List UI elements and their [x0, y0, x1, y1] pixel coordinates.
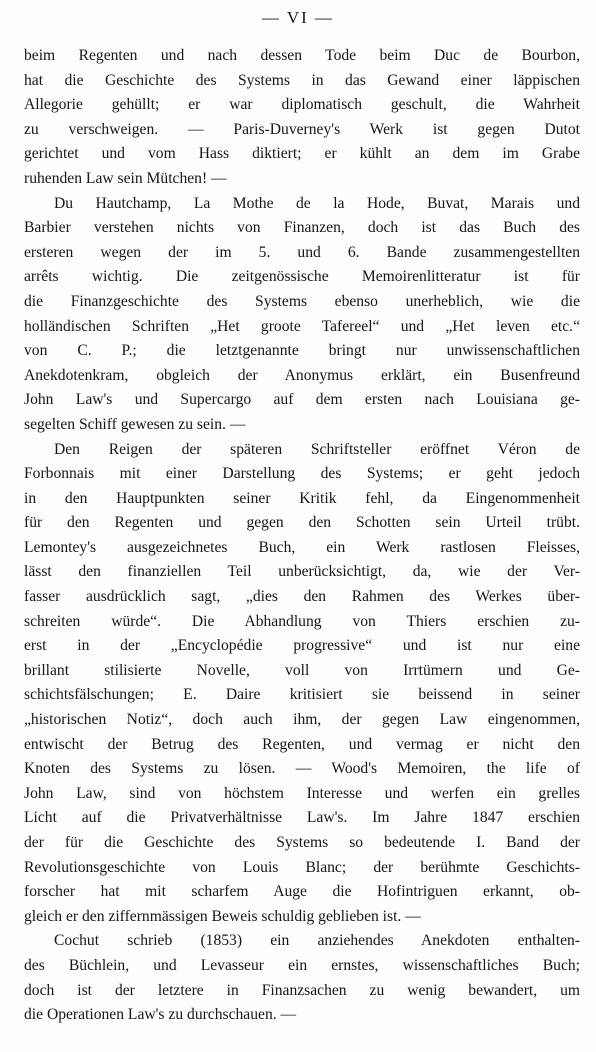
text-line: arrêts wichtig. Die zeitgenössische Memoirenlitteratur ist für [24, 268, 580, 286]
text-line: gleich er den ziffernmässigen Beweis schuldig geblieben ist. — [24, 907, 421, 925]
text-line: gerichtet und vom Hass diktiert; er kühlt an dem im Grabe [24, 145, 580, 163]
text-line: schichtsfälschungen; E. Daire kritisiert sie beissend in seiner [24, 686, 580, 704]
text-line: lässt den finanziellen Teil unberücksichtigt, da, wie der Ver- [24, 563, 580, 581]
text-line: der für die Geschichte des Systems so bedeutende I. Band der [24, 834, 580, 851]
text-line: Barbier verstehen nichts von Finanzen, doch ist das Buch des [24, 219, 580, 237]
text-line: hat die Geschichte des Systems in das Gewand einer läppischen [24, 71, 580, 89]
text-line: Lemontey's ausgezeichnetes Buch, ein Werk rastlosen Fleisses, [24, 538, 580, 556]
text-line: Forbonnais mit einer Darstellung des Systems; er geht jedoch [24, 465, 580, 483]
text-line: holländischen Schriften „Het groote Tafereel“ und „Het leven etc.“ [24, 317, 580, 335]
text-line: erst in der „Encyclopédie progressive“ und ist nur eine [24, 637, 580, 655]
text-line: Den Reigen der späteren Schriftsteller eröffnet Véron de [54, 440, 580, 458]
paragraph-1 [24, 44, 580, 192]
text-line: in den Hauptpunkten seiner Kritik fehl, da Eingenommenheit [24, 489, 580, 507]
text-line: für den Regenten und gegen den Schotten sein Urteil trübt. [24, 514, 580, 532]
paragraph-2 [24, 192, 580, 438]
text-line: Anekdotenkram, obgleich der Anonymus erklärt, ein Busenfreund [24, 366, 580, 384]
text-line: forscher hat mit scharfem Auge die Hofintriguen erkannt, ob- [24, 883, 580, 901]
text-line: entwischt der Betrug des Regenten, und vermag er nicht den [24, 735, 580, 753]
text-line: Knoten des Systems zu lösen. — Wood's Memoiren, the life of [24, 760, 580, 778]
text-line: John Law, sind von höchstem Interesse und werfen ein grelles [24, 784, 580, 802]
text-line: fasser ausdrücklich sagt, „dies den Rahmen des Werkes über- [24, 588, 580, 606]
text-line: des Büchlein, und Levasseur ein ernstes, wissenschaftliches Buch; [24, 956, 580, 974]
text-line: beim Regenten und nach dessen Tode beim Duc de Bourbon, [24, 47, 580, 64]
page-number: — VI — [261, 8, 335, 27]
paragraph-3 [24, 438, 580, 930]
text-line: schreiten würde“. Die Abhandlung von Thiers erschien zu- [24, 612, 580, 630]
text-line: Allegorie gehüllt; er war diplomatisch geschult, die Wahrheit [24, 96, 580, 114]
text-line: ruhenden Law sein Mütchen! — [24, 169, 227, 187]
text-line: John Law's und Supercargo auf dem ersten nach Louisiana ge- [24, 391, 580, 409]
text-line: „historischen Notiz“, doch auch ihm, der gegen Law eingenommen, [24, 711, 580, 729]
text-line: segelten Schiff gewesen zu sein. — [24, 415, 246, 433]
text-line: ersteren wegen der im 5. und 6. Bande zusammengestellten [24, 243, 580, 261]
text-line: die Operationen Law's zu durchschauen. — [24, 1006, 297, 1024]
text-line: Du Hautchamp, La Mothe de la Hode, Buvat, Marais und [54, 194, 580, 212]
text-line: von C. P.; die letztgenannte bringt nur unwissenschaftlichen [24, 342, 580, 360]
text-line: die Finanzgeschichte des Systems ebenso unerheblich, wie die [24, 292, 580, 310]
text-body [24, 44, 580, 1028]
paragraph-4 [24, 929, 580, 1027]
text-line: Revolutionsgeschichte von Louis Blanc; der berühmte Geschichts- [24, 858, 580, 876]
text-line: doch ist der letztere in Finanzsachen zu wenig bewandert, um [24, 981, 580, 999]
text-line: Cochut schrieb (1853) ein anziehendes Anekdoten enthalten- [54, 932, 580, 950]
text-line: zu verschweigen. — Paris-Duverney's Werk ist gegen Dutot [24, 120, 580, 138]
text-line: brillant stilisierte Novelle, voll von Irrtümern und Ge- [24, 661, 580, 679]
text-line: Licht auf die Privatverhältnisse Law's. Im Jahre 1847 erschien [24, 809, 580, 827]
